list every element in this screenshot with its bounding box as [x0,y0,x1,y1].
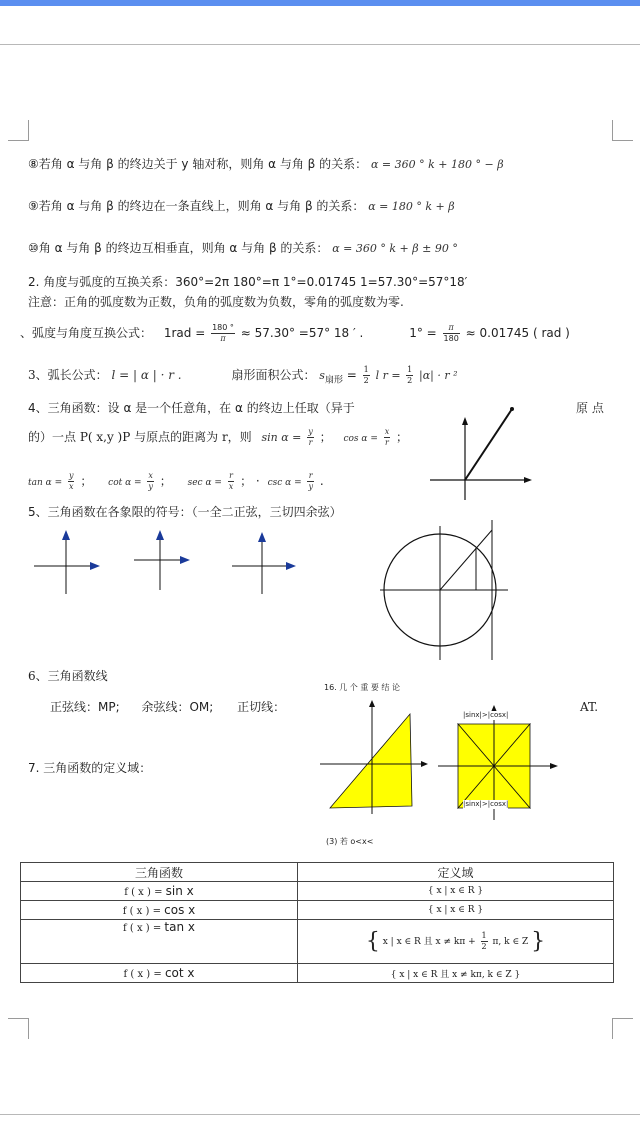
page-corner-mark [8,120,29,141]
sine-line-label [50,699,285,715]
domain-table [20,862,614,983]
sector-eq: = [346,368,361,382]
region-label-bottom: |sinx|>|cosx| [463,800,509,808]
cos-label: cos α = [343,434,378,444]
tangent-line-value: AT. [580,700,599,714]
cot-sep: ； [159,474,172,488]
sin-sep: ； [319,430,332,444]
cos-fraction: $\frac{x}{r}$ [384,427,390,447]
table-row [21,882,614,901]
table-row [21,901,614,920]
tan-fraction: $\frac{y}{x}$ [68,471,74,491]
domain-cell: { x | x ∈ R 且 x ≠ kπ + $\frac{1}{2}$ π, k ∈ Z } [298,920,614,964]
section-7-heading: 7. 三角函数的定义域： [28,761,152,775]
conclusion-graph-left [318,698,428,816]
section-5-heading: 5、三角函数在各象限的符号：（一全二正弦，三切四余弦） [28,505,342,519]
arc-length-formula [28,360,458,390]
csc-fraction: $\frac{r}{y}$ [308,471,313,491]
trig-definitions [28,466,324,496]
rule-8 [28,156,504,173]
sin-label: sin α = [261,431,302,444]
rad-approx: ≈ 57.30° =57° 18 ′ . [240,326,364,340]
table-row [21,920,614,964]
conversion-formula [20,318,570,348]
header-domain: 定义域 [298,863,614,882]
sector-s: s [319,369,325,382]
cosine-line: 余弦线：OM; [141,700,214,714]
header-divider [0,44,640,45]
arc-formula: l = | α | · r . [111,368,182,382]
table-row [21,964,614,983]
section-2-heading: 2. 角度与弧度的互换关系：360°=2π 180°=π 1°=0.01745 1=57.30°=57°18′ [28,275,468,289]
page-corner-mark [612,120,633,141]
fraction-half: $\frac{1}{2}$ [407,365,413,385]
sec-label: sec α = [187,478,222,488]
section-6-heading: 6、三角函数线 [28,669,108,683]
footer-divider [0,1114,640,1115]
arc-label: 3、弧长公式： [28,368,108,382]
section-4-line2 [28,424,408,450]
conversion-label: 、弧度与角度互换公式： [20,326,153,340]
sector-tail: |α| · r ² [419,369,458,382]
one-degree-label: 1° = [409,326,437,340]
rule-8-formula: α = 360 ° k + 180 ° − β [370,158,504,171]
sine-line: 正弦线：MP; [50,700,120,714]
rule-10-text: ⑩角 α 与角 β 的终边互相垂直，则角 α 与角 β 的关系： [28,241,329,255]
function-cell: f ( x ) = cos x [21,901,298,920]
region-label-top: |sinx|>|cosx| [463,711,509,719]
section-4-line2-text: 的）一点 P( x,y )P 与原点的距离为 r，则 [28,430,252,444]
rule-10 [28,240,458,257]
sec-fraction: $\frac{r}{x}$ [228,471,234,491]
rule-10-formula: α = 360 ° k + β ± 90 ° [332,242,458,255]
function-cell: f ( x ) = sin x [21,882,298,901]
function-cell: f ( x ) = cot x [21,964,298,983]
note-text: 注意：正角的弧度数为正数，负角的弧度数为负数，零角的弧度数为零. [28,295,404,309]
one-rad-label: 1rad = [163,326,206,340]
sector-label: 扇形面积公式： [231,368,316,382]
sec-sep: ； · [240,474,260,488]
quadrant-axes-1 [30,528,105,598]
section-4-far: 原 点 [576,401,604,415]
tan-sep: ； [80,474,93,488]
figure-caption: 16. 几 个 重 要 结 论 [324,683,400,692]
table-header-row [21,863,614,882]
domain-cell: { x | x ∈ R 且 x ≠ kπ, k ∈ Z } [298,964,614,983]
header-function: 三角函数 [21,863,298,882]
fraction-pi-180: $\frac{\pi}{180}$ [443,323,459,343]
quadrant-axes-3 [228,528,303,598]
rule-9-text: ⑨若角 α 与角 β 的终边在一条直线上，则角 α 与角 β 的关系： [28,199,365,213]
domain-cell: { x | x ∈ R } [298,901,614,920]
rule-9 [28,198,455,215]
cos-sep: ； [396,430,409,444]
cot-label: cot α = [108,478,142,488]
figure-subcaption: (3) 若 o<x< [326,837,374,846]
rule-9-formula: α = 180 ° k + β [368,200,455,213]
terminal-side-diagram [420,395,540,505]
tan-label: tan α = [28,478,63,488]
sector-lr: l r = [375,369,405,382]
cot-fraction: $\frac{x}{y}$ [148,471,153,491]
sin-fraction: $\frac{y}{r}$ [308,427,313,447]
domain-cell: { x | x ∈ R } [298,882,614,901]
page-corner-mark [8,1018,29,1039]
section-4-line1: 4、三角函数：设 α 是一个任意角，在 α 的终边上任取（异于 [28,401,355,415]
fraction-half: $\frac{1}{2}$ [363,365,369,385]
csc-label: csc α = [267,478,302,488]
page-corner-mark [612,1018,633,1039]
top-accent-bar [0,0,640,6]
sector-sub: 扇形 [324,375,343,386]
degree-approx: ≈ 0.01745 ( rad ) [465,326,570,340]
fraction-180-pi: $\frac{180 ^\circ}{\pi}$ [212,323,234,343]
tangent-line: 正切线： [237,700,286,714]
function-cell: f ( x ) = tan x [21,920,298,964]
quadrant-axes-2 [130,528,205,598]
rule-8-text: ⑧若角 α 与角 β 的终边关于 y 轴对称，则角 α 与角 β 的关系： [28,157,368,171]
unit-circle-diagram [380,520,510,662]
csc-sep: . [319,474,324,488]
